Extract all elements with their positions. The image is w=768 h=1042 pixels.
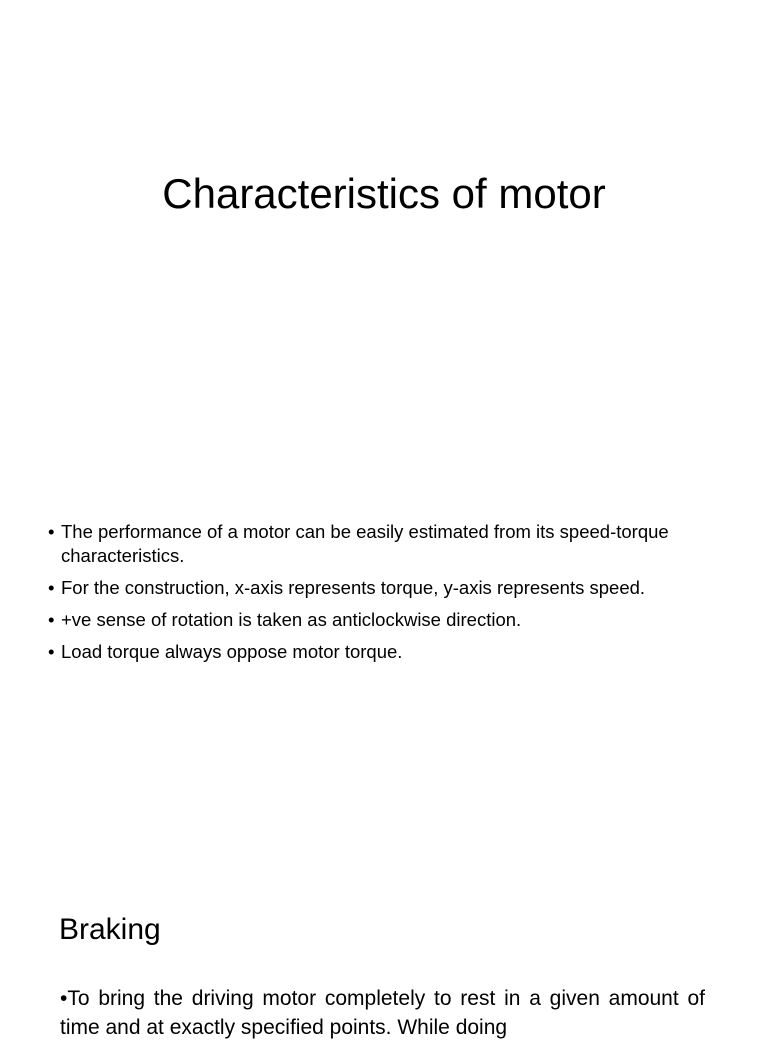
bullet-text: Load torque always oppose motor torque. — [61, 641, 403, 662]
bullet-icon: • — [48, 641, 55, 662]
list-item — [48, 520, 688, 568]
list-item — [48, 640, 688, 664]
bullet-list — [48, 520, 688, 672]
bullet-icon: • — [48, 577, 55, 598]
bullet-icon: • — [60, 987, 68, 1010]
bullet-text: For the construction, x-axis represents torque, y-axis represents speed. — [61, 577, 646, 598]
paragraph-text: To bring the driving motor completely to rest in a given amount of time and at exactly specified points. While doing — [60, 987, 705, 1039]
slide-title: Characteristics of motor — [162, 170, 606, 217]
bullet-text: +ve sense of rotation is taken as anticlockwise direction. — [61, 609, 522, 630]
section-heading-braking: Braking — [59, 913, 161, 946]
list-item — [48, 608, 688, 632]
bullet-text: The performance of a motor can be easily estimated from its speed-torque characteristics. — [61, 521, 669, 566]
braking-paragraph — [60, 984, 705, 1042]
bullet-icon: • — [48, 521, 55, 542]
list-item — [48, 576, 688, 600]
bullet-icon: • — [48, 609, 55, 630]
